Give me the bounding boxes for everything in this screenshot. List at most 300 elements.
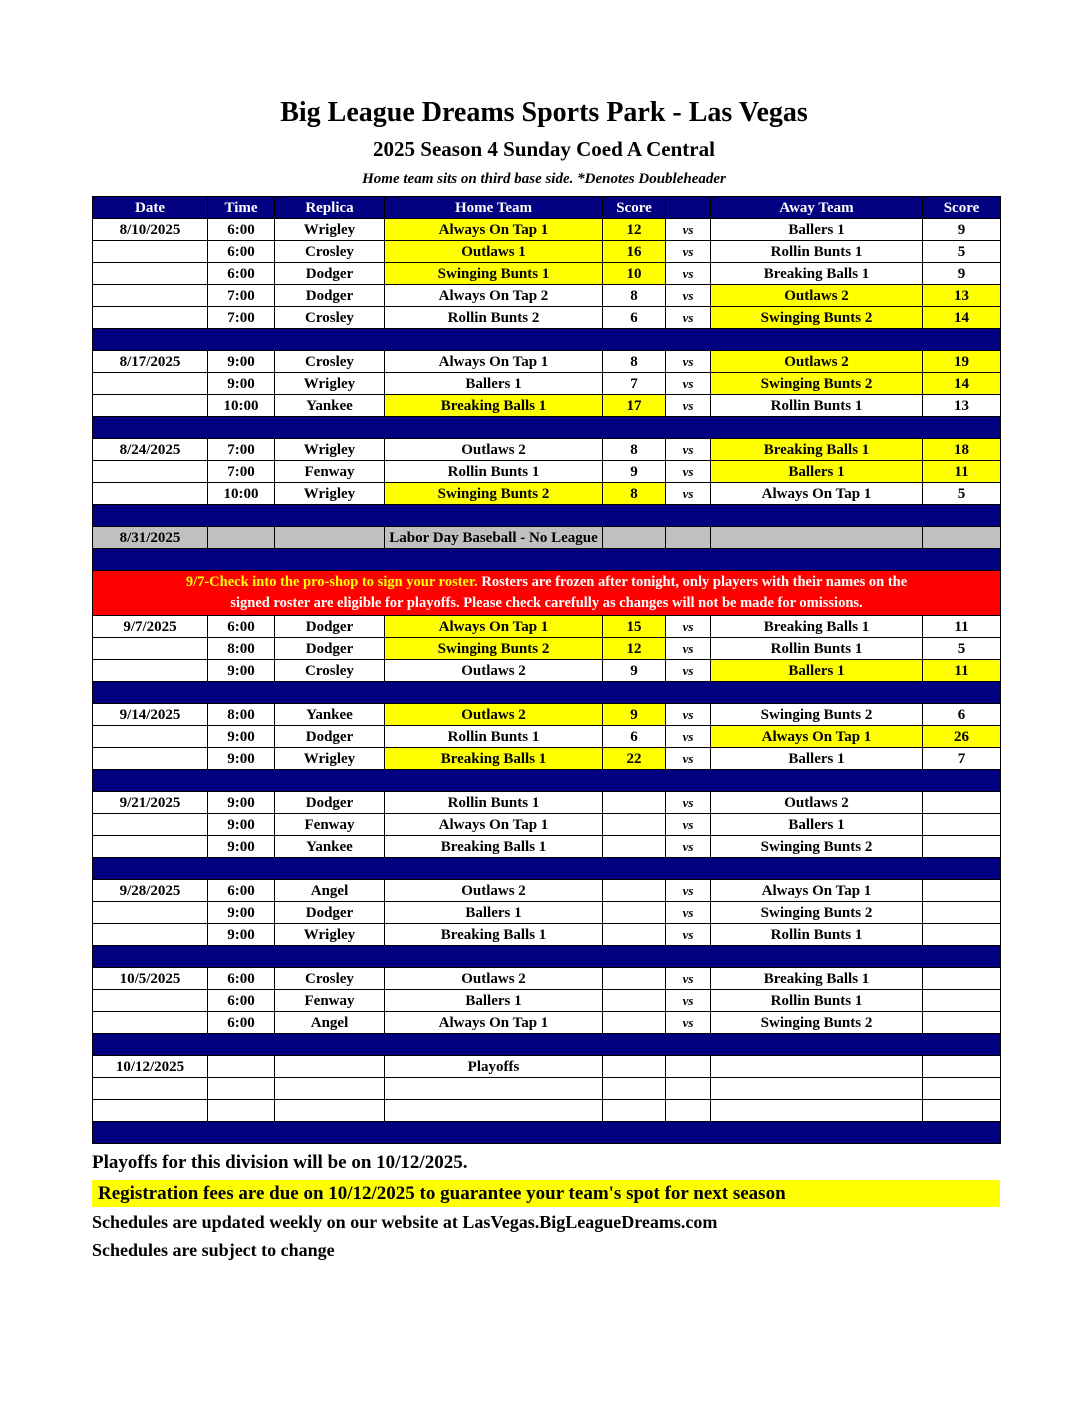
game-time: 10:00: [208, 483, 275, 505]
game-row: [93, 748, 1001, 770]
game-row: [93, 990, 1001, 1012]
empty-cell: [923, 527, 1001, 549]
column-header-away-team: Away Team: [711, 197, 923, 219]
home-score: [603, 880, 666, 902]
away-score: 19: [923, 351, 1001, 373]
game-row: [93, 439, 1001, 461]
away-score: [923, 924, 1001, 946]
away-score: 5: [923, 638, 1001, 660]
away-score: 9: [923, 219, 1001, 241]
game-time: 7:00: [208, 461, 275, 483]
game-replica: Angel: [275, 880, 385, 902]
roster-notice-row: [93, 571, 1001, 616]
home-team: Always On Tap 2: [385, 285, 603, 307]
game-date: [93, 726, 208, 748]
game-date: [93, 285, 208, 307]
game-date: [93, 924, 208, 946]
empty-cell: [385, 1078, 603, 1100]
playoffs-date: 10/12/2025: [93, 1056, 208, 1078]
game-date: 9/7/2025: [93, 616, 208, 638]
empty-cell: [603, 1078, 666, 1100]
game-time: 6:00: [208, 263, 275, 285]
game-time: 9:00: [208, 836, 275, 858]
home-score: [603, 814, 666, 836]
blank-row: [93, 1100, 1001, 1122]
schedule-table-body: [93, 197, 1001, 1144]
empty-cell: [208, 1078, 275, 1100]
game-date: 8/17/2025: [93, 351, 208, 373]
vs-label: vs: [666, 241, 711, 263]
roster-notice-rest: Rosters are frozen after tonight, only players with their names on the: [477, 574, 908, 590]
vs-label: vs: [666, 263, 711, 285]
home-team: Breaking Balls 1: [385, 748, 603, 770]
footer: [92, 1150, 1000, 1263]
game-time: 6:00: [208, 990, 275, 1012]
empty-cell: [923, 1056, 1001, 1078]
home-team: Always On Tap 1: [385, 616, 603, 638]
away-team: Swinging Bunts 2: [711, 836, 923, 858]
game-row: [93, 307, 1001, 329]
empty-cell: [603, 527, 666, 549]
game-date: [93, 902, 208, 924]
game-time: 9:00: [208, 660, 275, 682]
game-replica: Crosley: [275, 241, 385, 263]
registration-note: Registration fees are due on 10/12/2025 to guarantee your team's spot for next season: [92, 1180, 1000, 1207]
column-header-vs: [666, 197, 711, 219]
away-team: Rollin Bunts 1: [711, 241, 923, 263]
home-score: [603, 902, 666, 924]
home-score: 9: [603, 660, 666, 682]
game-time: 6:00: [208, 241, 275, 263]
away-score: 11: [923, 660, 1001, 682]
no-league-date: 8/31/2025: [93, 527, 208, 549]
game-time: 6:00: [208, 616, 275, 638]
home-score: 9: [603, 461, 666, 483]
away-team: Swinging Bunts 2: [711, 704, 923, 726]
game-replica: Dodger: [275, 616, 385, 638]
column-header-time: Time: [208, 197, 275, 219]
away-team: Rollin Bunts 1: [711, 990, 923, 1012]
empty-cell: [275, 1100, 385, 1122]
away-score: 5: [923, 241, 1001, 263]
home-team: Outlaws 2: [385, 439, 603, 461]
game-replica: Dodger: [275, 263, 385, 285]
vs-label: vs: [666, 285, 711, 307]
home-score: 17: [603, 395, 666, 417]
empty-cell: [603, 1056, 666, 1078]
home-score: 12: [603, 638, 666, 660]
empty-cell: [711, 1078, 923, 1100]
empty-cell: [666, 527, 711, 549]
home-score: 6: [603, 307, 666, 329]
game-replica: Dodger: [275, 726, 385, 748]
game-replica: Wrigley: [275, 439, 385, 461]
away-score: 13: [923, 285, 1001, 307]
empty-cell: [385, 1100, 603, 1122]
home-team: Swinging Bunts 1: [385, 263, 603, 285]
game-replica: Wrigley: [275, 748, 385, 770]
game-time: 9:00: [208, 814, 275, 836]
separator-bar: [93, 505, 1001, 527]
away-score: 6: [923, 704, 1001, 726]
empty-cell: [711, 1100, 923, 1122]
game-row: [93, 351, 1001, 373]
vs-label: vs: [666, 660, 711, 682]
away-score: 18: [923, 439, 1001, 461]
game-date: 10/5/2025: [93, 968, 208, 990]
game-row: [93, 924, 1001, 946]
game-row: [93, 616, 1001, 638]
game-date: [93, 395, 208, 417]
home-team-note: Home team sits on third base side. *Denotes Doubleheader: [362, 171, 726, 187]
home-team: Rollin Bunts 1: [385, 792, 603, 814]
vs-label: vs: [666, 638, 711, 660]
empty-cell: [666, 1100, 711, 1122]
game-row: [93, 1012, 1001, 1034]
vs-label: vs: [666, 792, 711, 814]
away-team: Breaking Balls 1: [711, 263, 923, 285]
home-team: Outlaws 2: [385, 704, 603, 726]
game-row: [93, 395, 1001, 417]
playoffs-note: Playoffs for this division will be on 10/12/2025.: [92, 1152, 468, 1173]
away-team: Breaking Balls 1: [711, 968, 923, 990]
separator-row: [93, 505, 1001, 527]
home-score: 15: [603, 616, 666, 638]
away-score: 14: [923, 373, 1001, 395]
vs-label: vs: [666, 219, 711, 241]
away-team: Rollin Bunts 1: [711, 924, 923, 946]
game-time: 8:00: [208, 638, 275, 660]
vs-label: vs: [666, 395, 711, 417]
separator-bar: [93, 1034, 1001, 1056]
home-team: Outlaws 2: [385, 968, 603, 990]
empty-cell: [208, 1056, 275, 1078]
away-score: [923, 968, 1001, 990]
empty-cell: [208, 1100, 275, 1122]
game-row: [93, 902, 1001, 924]
away-score: 13: [923, 395, 1001, 417]
schedule-table: [92, 196, 1001, 1144]
no-league-text: Labor Day Baseball - No League: [385, 527, 603, 549]
game-row: [93, 219, 1001, 241]
home-team: Breaking Balls 1: [385, 836, 603, 858]
game-replica: Wrigley: [275, 373, 385, 395]
game-time: 8:00: [208, 704, 275, 726]
home-team: Rollin Bunts 1: [385, 726, 603, 748]
home-team: Rollin Bunts 2: [385, 307, 603, 329]
game-row: [93, 880, 1001, 902]
column-header-replica: Replica: [275, 197, 385, 219]
playoffs-text: Playoffs: [385, 1056, 603, 1078]
vs-label: vs: [666, 373, 711, 395]
home-team: Always On Tap 1: [385, 351, 603, 373]
home-score: 12: [603, 219, 666, 241]
game-date: [93, 814, 208, 836]
game-time: 9:00: [208, 373, 275, 395]
home-team: Always On Tap 1: [385, 1012, 603, 1034]
home-score: [603, 1012, 666, 1034]
away-team: Swinging Bunts 2: [711, 373, 923, 395]
game-row: [93, 726, 1001, 748]
home-team: Ballers 1: [385, 373, 603, 395]
away-team: Swinging Bunts 2: [711, 1012, 923, 1034]
game-date: 9/28/2025: [93, 880, 208, 902]
game-replica: Fenway: [275, 814, 385, 836]
no-league-row: [93, 527, 1001, 549]
game-date: 8/10/2025: [93, 219, 208, 241]
home-score: [603, 968, 666, 990]
game-row: [93, 285, 1001, 307]
game-row: [93, 461, 1001, 483]
home-team: Swinging Bunts 2: [385, 483, 603, 505]
away-score: [923, 1012, 1001, 1034]
game-time: 10:00: [208, 395, 275, 417]
game-time: 6:00: [208, 219, 275, 241]
away-score: [923, 990, 1001, 1012]
home-score: [603, 924, 666, 946]
separator-bar: [93, 329, 1001, 351]
vs-label: vs: [666, 880, 711, 902]
away-score: 9: [923, 263, 1001, 285]
away-score: [923, 836, 1001, 858]
game-time: 9:00: [208, 902, 275, 924]
home-team: Outlaws 1: [385, 241, 603, 263]
game-replica: Crosley: [275, 968, 385, 990]
column-header-date: Date: [93, 197, 208, 219]
game-date: 9/21/2025: [93, 792, 208, 814]
game-date: 9/14/2025: [93, 704, 208, 726]
separator-bar: [93, 1122, 1001, 1144]
home-score: 7: [603, 373, 666, 395]
home-team: Always On Tap 1: [385, 219, 603, 241]
game-time: 7:00: [208, 307, 275, 329]
empty-cell: [93, 1078, 208, 1100]
empty-cell: [666, 1078, 711, 1100]
vs-label: vs: [666, 439, 711, 461]
vs-label: vs: [666, 461, 711, 483]
home-team: Ballers 1: [385, 990, 603, 1012]
vs-label: vs: [666, 307, 711, 329]
change-note: Schedules are subject to change: [92, 1240, 335, 1260]
separator-row: [93, 549, 1001, 571]
game-replica: Dodger: [275, 792, 385, 814]
away-team: Outlaws 2: [711, 792, 923, 814]
game-row: [93, 241, 1001, 263]
column-header-home-team: Home Team: [385, 197, 603, 219]
separator-row: [93, 770, 1001, 792]
roster-notice: [93, 571, 1001, 616]
page-subtitle: 2025 Season 4 Sunday Coed A Central: [373, 137, 715, 161]
game-replica: Yankee: [275, 836, 385, 858]
away-team: Ballers 1: [711, 461, 923, 483]
vs-label: vs: [666, 748, 711, 770]
game-date: [93, 990, 208, 1012]
game-row: [93, 483, 1001, 505]
away-score: [923, 902, 1001, 924]
separator-row: [93, 682, 1001, 704]
away-score: 11: [923, 616, 1001, 638]
game-time: 6:00: [208, 1012, 275, 1034]
separator-bar: [93, 417, 1001, 439]
away-team: Breaking Balls 1: [711, 439, 923, 461]
game-replica: Fenway: [275, 990, 385, 1012]
separator-bar: [93, 770, 1001, 792]
empty-cell: [275, 527, 385, 549]
away-team: Swinging Bunts 2: [711, 307, 923, 329]
away-team: Ballers 1: [711, 660, 923, 682]
game-row: [93, 792, 1001, 814]
blank-row: [93, 1078, 1001, 1100]
vs-label: vs: [666, 483, 711, 505]
home-score: 8: [603, 285, 666, 307]
game-time: 9:00: [208, 726, 275, 748]
game-date: [93, 307, 208, 329]
game-replica: Yankee: [275, 704, 385, 726]
game-row: [93, 660, 1001, 682]
game-replica: Wrigley: [275, 483, 385, 505]
separator-row: [93, 1034, 1001, 1056]
game-time: 6:00: [208, 880, 275, 902]
home-team: Always On Tap 1: [385, 814, 603, 836]
separator-row: [93, 858, 1001, 880]
home-score: [603, 836, 666, 858]
website-note: Schedules are updated weekly on our website at LasVegas.BigLeagueDreams.com: [92, 1212, 718, 1232]
vs-label: vs: [666, 351, 711, 373]
away-team: Rollin Bunts 1: [711, 638, 923, 660]
away-score: 26: [923, 726, 1001, 748]
away-team: Rollin Bunts 1: [711, 395, 923, 417]
home-score: 6: [603, 726, 666, 748]
vs-label: vs: [666, 726, 711, 748]
game-date: [93, 461, 208, 483]
away-team: Breaking Balls 1: [711, 616, 923, 638]
game-replica: Wrigley: [275, 924, 385, 946]
home-score: 8: [603, 483, 666, 505]
roster-notice-line2: signed roster are eligible for playoffs. Please check carefully as changes will not be made for omissions.: [230, 595, 863, 611]
empty-cell: [275, 1056, 385, 1078]
vs-label: vs: [666, 902, 711, 924]
game-row: [93, 836, 1001, 858]
vs-label: vs: [666, 968, 711, 990]
game-replica: Yankee: [275, 395, 385, 417]
separator-bar: [93, 946, 1001, 968]
home-team: Ballers 1: [385, 902, 603, 924]
game-row: [93, 704, 1001, 726]
separator-row: [93, 946, 1001, 968]
game-time: 9:00: [208, 924, 275, 946]
away-team: Outlaws 2: [711, 351, 923, 373]
away-team: Always On Tap 1: [711, 880, 923, 902]
empty-cell: [93, 1100, 208, 1122]
game-replica: Wrigley: [275, 219, 385, 241]
game-date: 8/24/2025: [93, 439, 208, 461]
away-team: Swinging Bunts 2: [711, 902, 923, 924]
empty-cell: [711, 527, 923, 549]
game-row: [93, 263, 1001, 285]
separator-bar: [93, 682, 1001, 704]
game-time: 7:00: [208, 439, 275, 461]
home-score: 16: [603, 241, 666, 263]
away-team: Ballers 1: [711, 814, 923, 836]
empty-cell: [666, 1056, 711, 1078]
home-score: 9: [603, 704, 666, 726]
game-replica: Fenway: [275, 461, 385, 483]
game-replica: Angel: [275, 1012, 385, 1034]
game-date: [93, 638, 208, 660]
empty-cell: [923, 1078, 1001, 1100]
game-replica: Crosley: [275, 351, 385, 373]
table-header-row: [93, 197, 1001, 219]
game-date: [93, 748, 208, 770]
game-row: [93, 968, 1001, 990]
home-score: 8: [603, 439, 666, 461]
vs-label: vs: [666, 990, 711, 1012]
separator-bar: [93, 549, 1001, 571]
vs-label: vs: [666, 836, 711, 858]
game-replica: Crosley: [275, 307, 385, 329]
away-score: [923, 814, 1001, 836]
away-team: Ballers 1: [711, 219, 923, 241]
empty-cell: [275, 1078, 385, 1100]
game-row: [93, 373, 1001, 395]
column-header-score: Score: [923, 197, 1001, 219]
empty-cell: [923, 1100, 1001, 1122]
game-time: 7:00: [208, 285, 275, 307]
vs-label: vs: [666, 1012, 711, 1034]
empty-cell: [603, 1100, 666, 1122]
empty-cell: [711, 1056, 923, 1078]
separator-row: [93, 329, 1001, 351]
game-replica: Dodger: [275, 902, 385, 924]
roster-notice-line1: [97, 572, 996, 593]
home-team: Swinging Bunts 2: [385, 638, 603, 660]
game-time: 9:00: [208, 792, 275, 814]
home-score: [603, 990, 666, 1012]
column-header-score: Score: [603, 197, 666, 219]
game-replica: Crosley: [275, 660, 385, 682]
game-time: 6:00: [208, 968, 275, 990]
game-row: [93, 638, 1001, 660]
game-date: [93, 660, 208, 682]
away-score: 5: [923, 483, 1001, 505]
home-score: [603, 792, 666, 814]
away-team: Ballers 1: [711, 748, 923, 770]
vs-label: vs: [666, 704, 711, 726]
home-team: Breaking Balls 1: [385, 924, 603, 946]
away-score: 11: [923, 461, 1001, 483]
game-replica: Dodger: [275, 285, 385, 307]
home-score: 22: [603, 748, 666, 770]
roster-notice-highlight: 9/7-Check into the pro-shop to sign your roster.: [185, 574, 478, 590]
game-date: [93, 1012, 208, 1034]
away-team: Outlaws 2: [711, 285, 923, 307]
separator-row: [93, 417, 1001, 439]
game-replica: Dodger: [275, 638, 385, 660]
away-score: [923, 792, 1001, 814]
game-date: [93, 263, 208, 285]
home-team: Breaking Balls 1: [385, 395, 603, 417]
vs-label: vs: [666, 924, 711, 946]
away-score: 14: [923, 307, 1001, 329]
separator-row: [93, 1122, 1001, 1144]
game-date: [93, 836, 208, 858]
game-date: [93, 241, 208, 263]
vs-label: vs: [666, 814, 711, 836]
game-row: [93, 814, 1001, 836]
home-team: Outlaws 2: [385, 660, 603, 682]
game-date: [93, 483, 208, 505]
separator-bar: [93, 858, 1001, 880]
